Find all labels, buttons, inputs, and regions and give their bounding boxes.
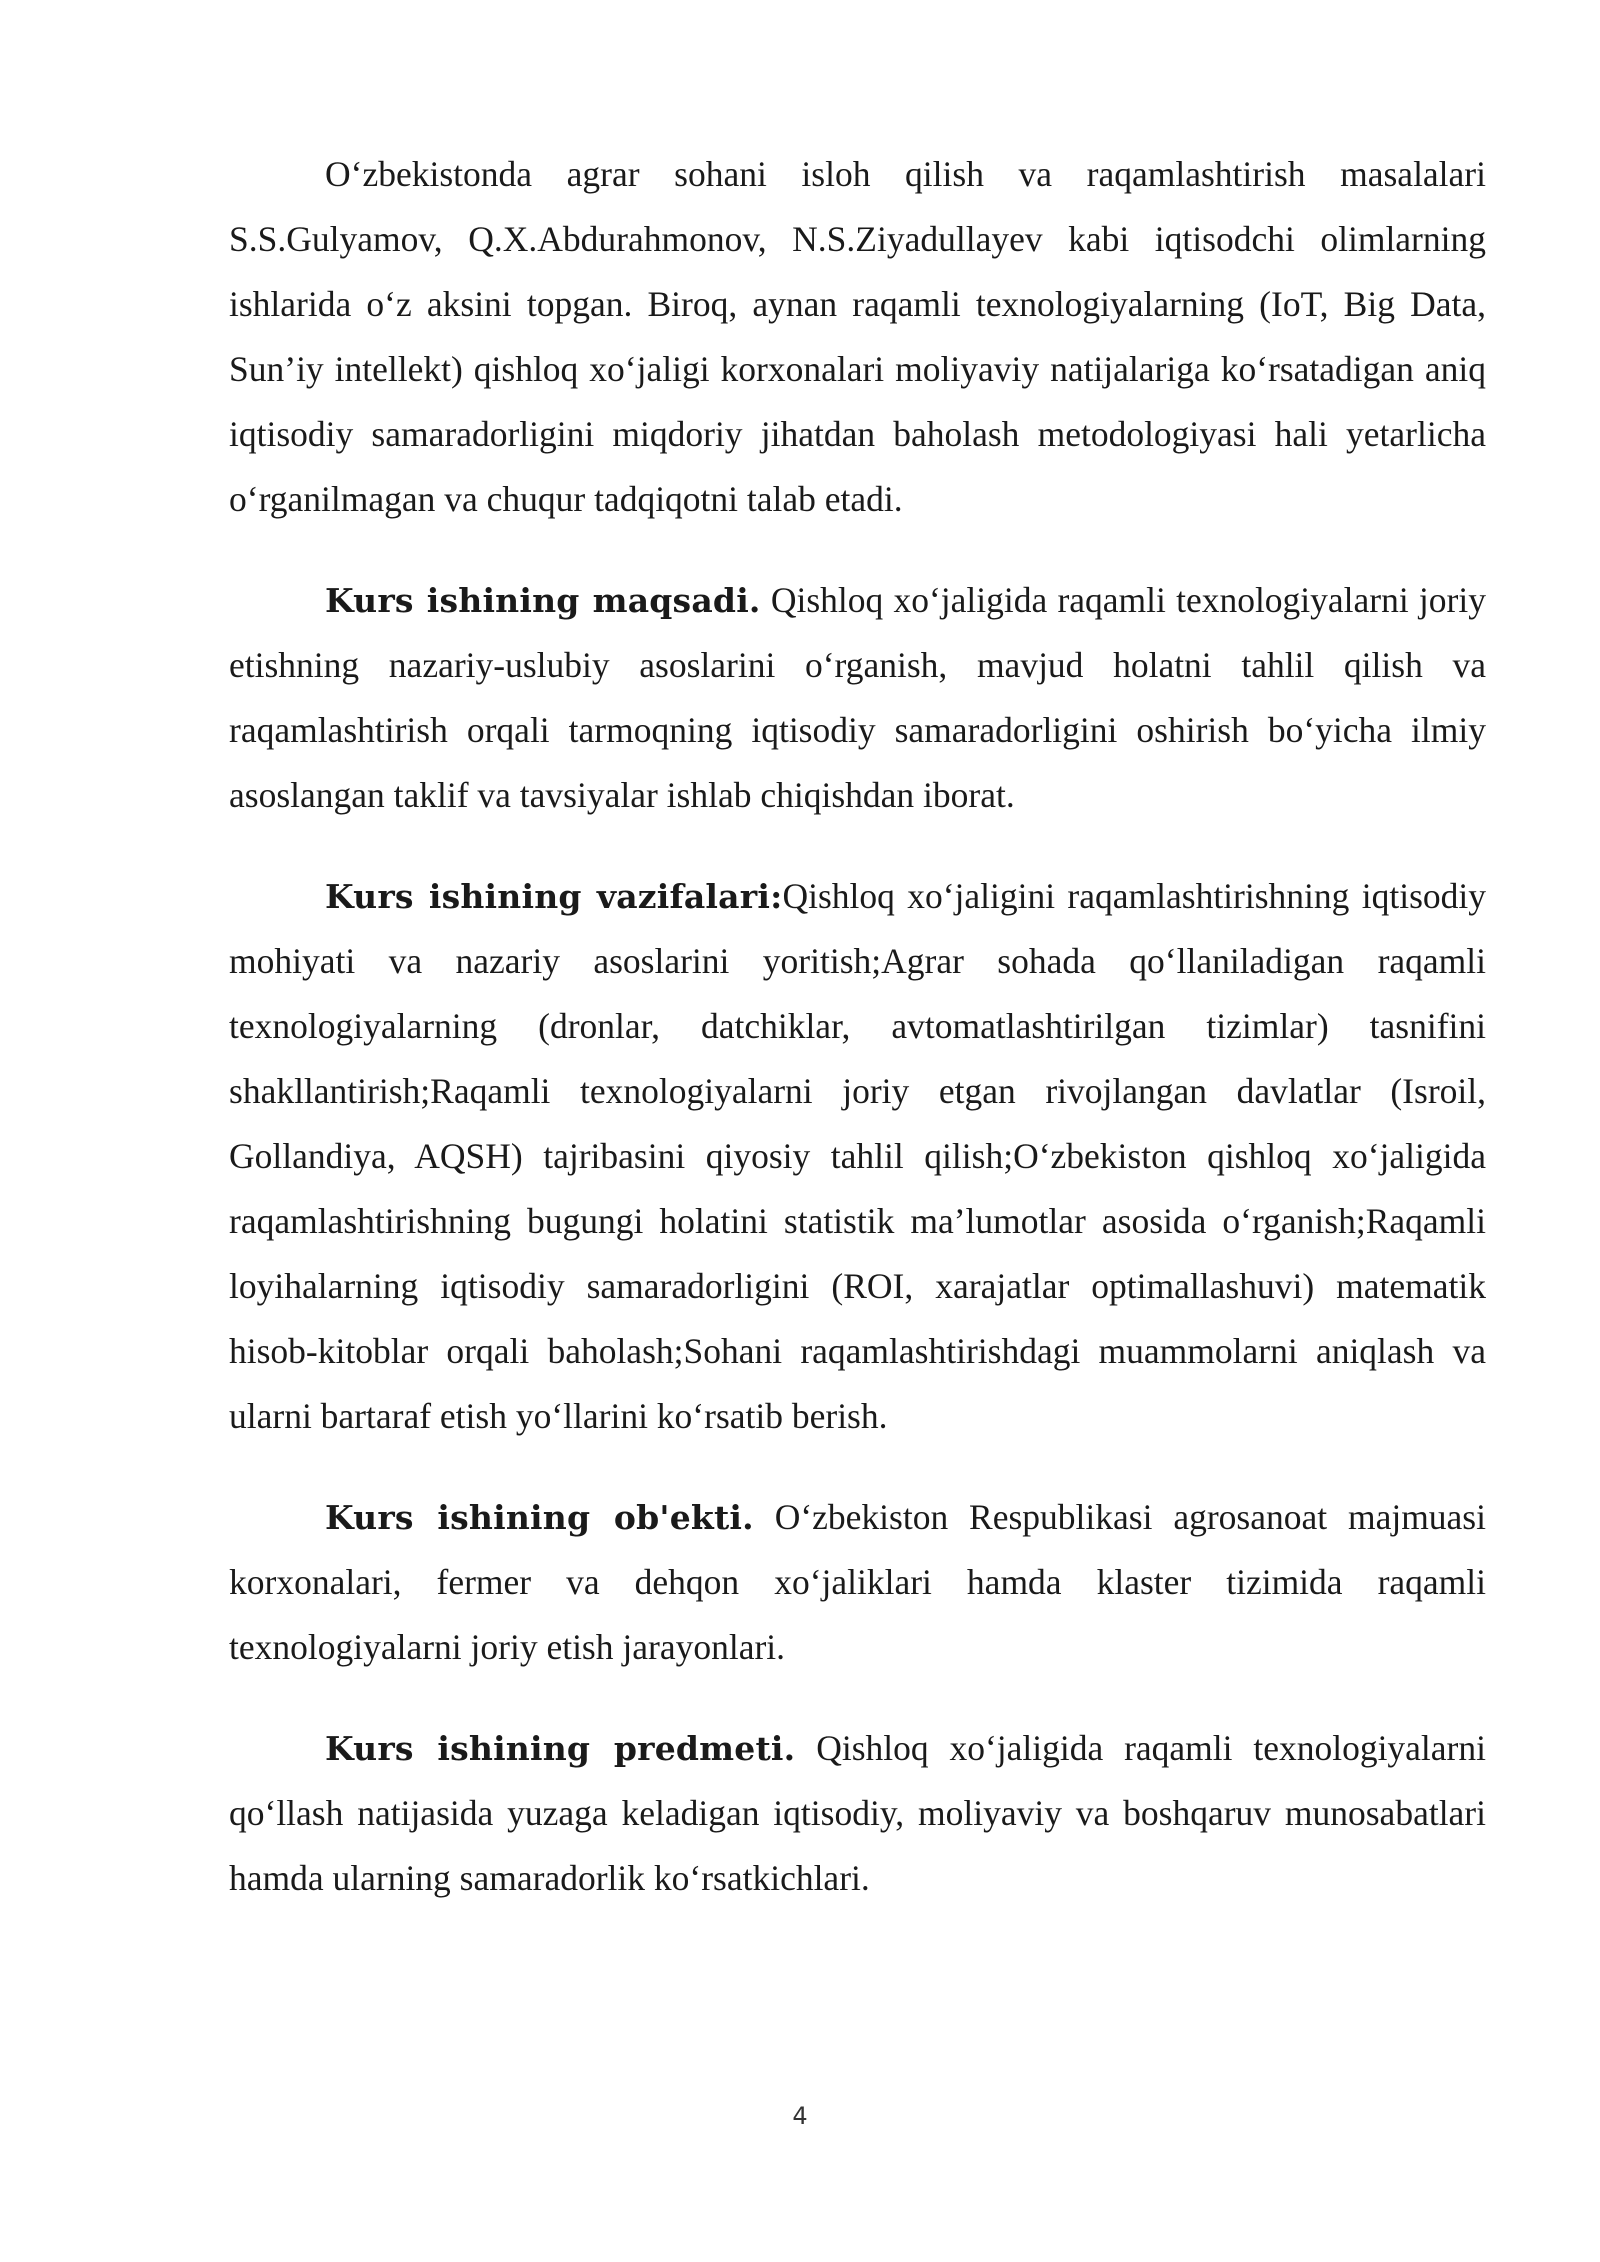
paragraph-tasks bbox=[229, 864, 1486, 1449]
paragraph-tasks-text: Qishloq xo‘jaligini raqamlashtirishning iqtisodiy mohiyati va nazariy asoslarini yoritish;Agrar sohada qo‘llaniladigan raqamli texnologiyalarning (dronlar, datchiklar, avtomatlashtirilgan tizimlar) tasnifini shakllantirish;Raqamli texnologiyalarni joriy etgan rivojlangan davlatlar (Isroil, Gollandiya, AQSH) tajribasini qiyosiy tahlil qilish;O‘zbekiston qishloq xo‘jaligida raqamlashtirishning bugungi holatini statistik ma’lumotlar asosida o‘rganish;Raqamli loyihalarning iqtisodiy samaradorligini (ROI, xarajatlar optimallashuvi) matematik hisob-kitoblar orqali baholash;Sohani raqamlashtirishdagi muammolarni aniqlash va ularni bartaraf etish yo‘llarini ko‘rsatib berish. bbox=[229, 876, 1486, 1436]
paragraph-tasks-heading: Kurs ishining vazifalari: bbox=[325, 877, 783, 916]
paragraph-subject bbox=[229, 1716, 1486, 1911]
document-body bbox=[229, 142, 1486, 1947]
paragraph-introduction bbox=[229, 142, 1486, 532]
page-number: 4 bbox=[792, 2102, 808, 2130]
paragraph-subject-heading: Kurs ishining predmeti. bbox=[325, 1729, 796, 1768]
paragraph-purpose bbox=[229, 568, 1486, 828]
paragraph-purpose-heading: Kurs ishining maqsadi. bbox=[325, 581, 761, 620]
paragraph-object bbox=[229, 1485, 1486, 1680]
paragraph-introduction-text: O‘zbekistonda agrar sohani isloh qilish va raqamlashtirish masalalari S.S.Gulyamov, Q.X.Abdurahmonov, N.S.Ziyadullayev kabi iqtisodchi olimlarning ishlarida o‘z aksini topgan. Biroq, aynan raqamli texnologiyalarning (IoT, Big Data, Sun’iy intellekt) qishloq xo‘jaligi korxonalari moliyaviy natijalariga ko‘rsatadigan aniq iqtisodiy samaradorligini miqdoriy jihatdan baholash metodologiyasi hali yetarlicha o‘rganilmagan va chuqur tadqiqotni talab etadi. bbox=[229, 154, 1486, 519]
paragraph-object-heading: Kurs ishining ob'ekti. bbox=[325, 1498, 754, 1537]
paragraph-subject-text: Qishloq xo‘jaligida raqamli texnologiyalarni qo‘llash natijasida yuzaga keladigan iqtisodiy, moliyaviy va boshqaruv munosabatlari hamda ularning samaradorlik ko‘rsatkichlari. bbox=[229, 1728, 1486, 1898]
paragraph-object-text: O‘zbekiston Respublikasi agrosanoat majmuasi korxonalari, fermer va dehqon xo‘jaliklari hamda klaster tizimida raqamli texnologiyalarni joriy etish jarayonlari. bbox=[229, 1497, 1486, 1667]
paragraph-purpose-text: Qishloq xo‘jaligida raqamli texnologiyalarni joriy etishning nazariy-uslubiy asoslarini o‘rganish, mavjud holatni tahlil qilish va raqamlashtirish orqali tarmoqning iqtisodiy samaradorligini oshirish bo‘yicha ilmiy asoslangan taklif va tavsiyalar ishlab chiqishdan iborat. bbox=[229, 580, 1486, 815]
